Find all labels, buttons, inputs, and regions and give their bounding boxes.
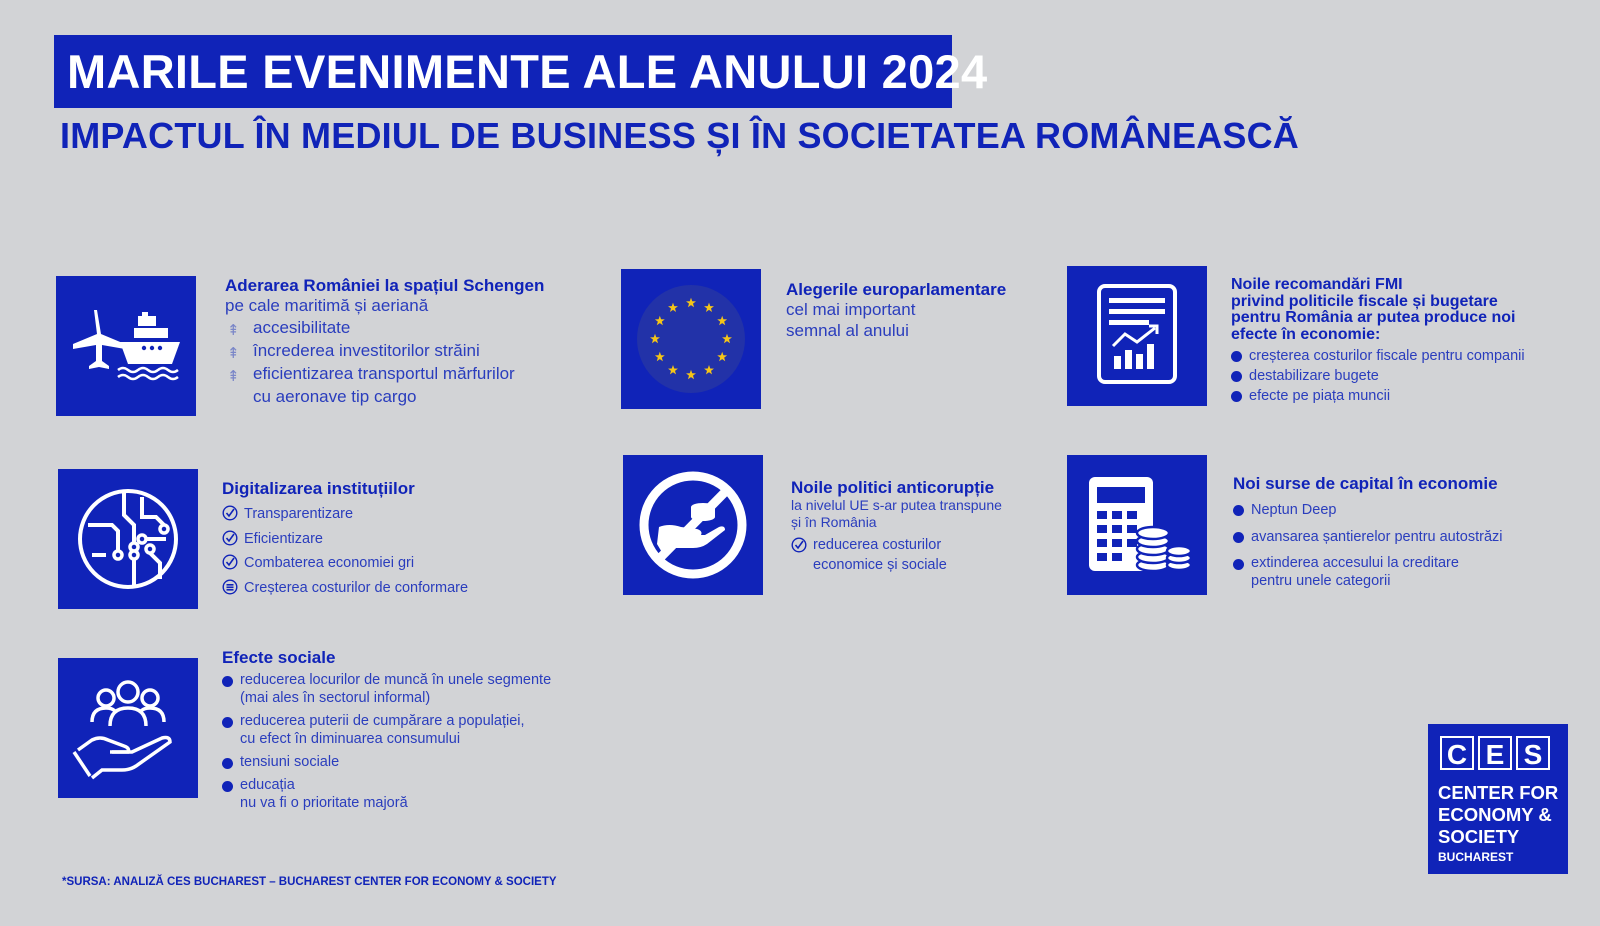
euro-elections-block <box>786 280 1046 341</box>
report-chart-icon <box>1067 266 1207 406</box>
bullet-dot <box>222 717 233 728</box>
main-subtitle: IMPACTUL ÎN MEDIUL DE BUSINESS ȘI ÎN SOCIETATEA ROMÂNEASCĂ <box>60 115 1300 156</box>
ces-logo <box>1428 724 1568 874</box>
bullet-dot <box>222 676 233 687</box>
logo-letter: C <box>1440 736 1474 770</box>
social-title: Efecte sociale <box>222 648 336 667</box>
coins-circle-icon <box>222 579 238 595</box>
anticorruption-block <box>791 478 1051 575</box>
list-item: extinderea accesului la creditare pentru unele categorii <box>1233 554 1573 590</box>
main-title: MARILE EVENIMENTE ALE ANULUI 2024 <box>54 35 952 108</box>
schengen-block <box>225 276 585 408</box>
list-item: ⇞ încrederea investitorilor străini <box>225 339 585 362</box>
check-circle-icon <box>791 537 807 553</box>
bullet-dot <box>1231 351 1242 362</box>
logo-letter: S <box>1516 736 1550 770</box>
list-item: Combaterea economiei gri <box>222 551 522 576</box>
social-block <box>222 648 602 812</box>
check-circle-icon <box>222 505 238 521</box>
list-item: reducerea costurilor economice și sociale <box>791 535 1051 575</box>
list-item: tensiuni sociale <box>222 753 602 771</box>
schengen-title: Aderarea României la spațiul Schengen <box>225 276 545 295</box>
list-item: Creșterea costurilor de conformare <box>222 576 522 601</box>
list-item: reducerea puterii de cumpărare a populației, cu efect în diminuarea consumului <box>222 712 602 748</box>
list-item: Eficientizare <box>222 527 522 552</box>
bullet-dot <box>1231 371 1242 382</box>
list-item: reducerea locurilor de muncă în unele segmente (mai ales în sectorul informal) <box>222 671 602 707</box>
capital-block <box>1233 474 1573 590</box>
logo-city: BUCHAREST <box>1438 850 1514 864</box>
capital-title: Noi surse de capital în economie <box>1233 474 1498 493</box>
bullet-dot <box>222 758 233 769</box>
bullet-dot <box>222 781 233 792</box>
circuit-globe-icon <box>58 469 198 609</box>
bullet-dot <box>1233 532 1244 543</box>
list-item: efecte pe piața muncii <box>1231 386 1571 406</box>
bullet-dot <box>1233 505 1244 516</box>
list-item: destabilizare bugete <box>1231 366 1571 386</box>
list-item: avansarea șantierelor pentru autostrăzi <box>1233 527 1573 547</box>
logo-letters <box>1440 736 1554 770</box>
anticorruption-title: Noile politici anticorupție <box>791 478 995 497</box>
source-note: *SURSA: ANALIZĂ CES BUCHAREST – BUCHAREST CENTER FOR ECONOMY & SOCIETY <box>62 876 557 888</box>
list-item: Transparentizare <box>222 502 522 527</box>
euro-elections-title: Alegerile europarlamentare <box>786 280 1007 299</box>
list-item: ⇞ accesibilitate <box>225 316 585 339</box>
imf-title: Noile recomandări FMI privind politicile fiscale și bugetare pentru România ar putea produce noi efecte în economie: <box>1231 276 1516 343</box>
list-item: educația nu va fi o prioritate majoră <box>222 776 602 812</box>
digital-title: Digitalizarea instituțiilor <box>222 479 415 498</box>
up-arrow-icon: ⇞ <box>227 368 240 385</box>
imf-block <box>1231 277 1571 406</box>
list-item: Neptun Deep <box>1233 500 1573 520</box>
plane-and-ship-icon <box>56 276 196 416</box>
list-item: creșterea costurilor fiscale pentru companii <box>1231 346 1571 366</box>
logo-letter: E <box>1478 736 1512 770</box>
check-circle-icon <box>222 530 238 546</box>
anticorruption-subtitle: la nivelul UE s-ar putea transpune și în România <box>791 497 1002 530</box>
people-in-hand-icon <box>58 658 198 798</box>
bullet-dot <box>1233 559 1244 570</box>
logo-name: CENTER FOR ECONOMY & SOCIETY <box>1438 782 1559 847</box>
schengen-subtitle: pe cale maritimă și aeriană <box>225 296 429 315</box>
calculator-coins-icon <box>1067 455 1207 595</box>
up-arrow-icon: ⇞ <box>227 345 240 362</box>
no-bribe-icon <box>623 455 763 595</box>
digital-block <box>222 479 522 600</box>
check-circle-icon <box>222 554 238 570</box>
eu-flag-icon <box>621 269 761 409</box>
list-item: ⇞ eficientizarea transportul mărfurilor cu aeronave tip cargo <box>227 364 515 406</box>
up-arrow-icon: ⇞ <box>227 322 240 339</box>
bullet-dot <box>1231 391 1242 402</box>
euro-elections-subtitle: cel mai important semnal al anului <box>786 300 916 340</box>
